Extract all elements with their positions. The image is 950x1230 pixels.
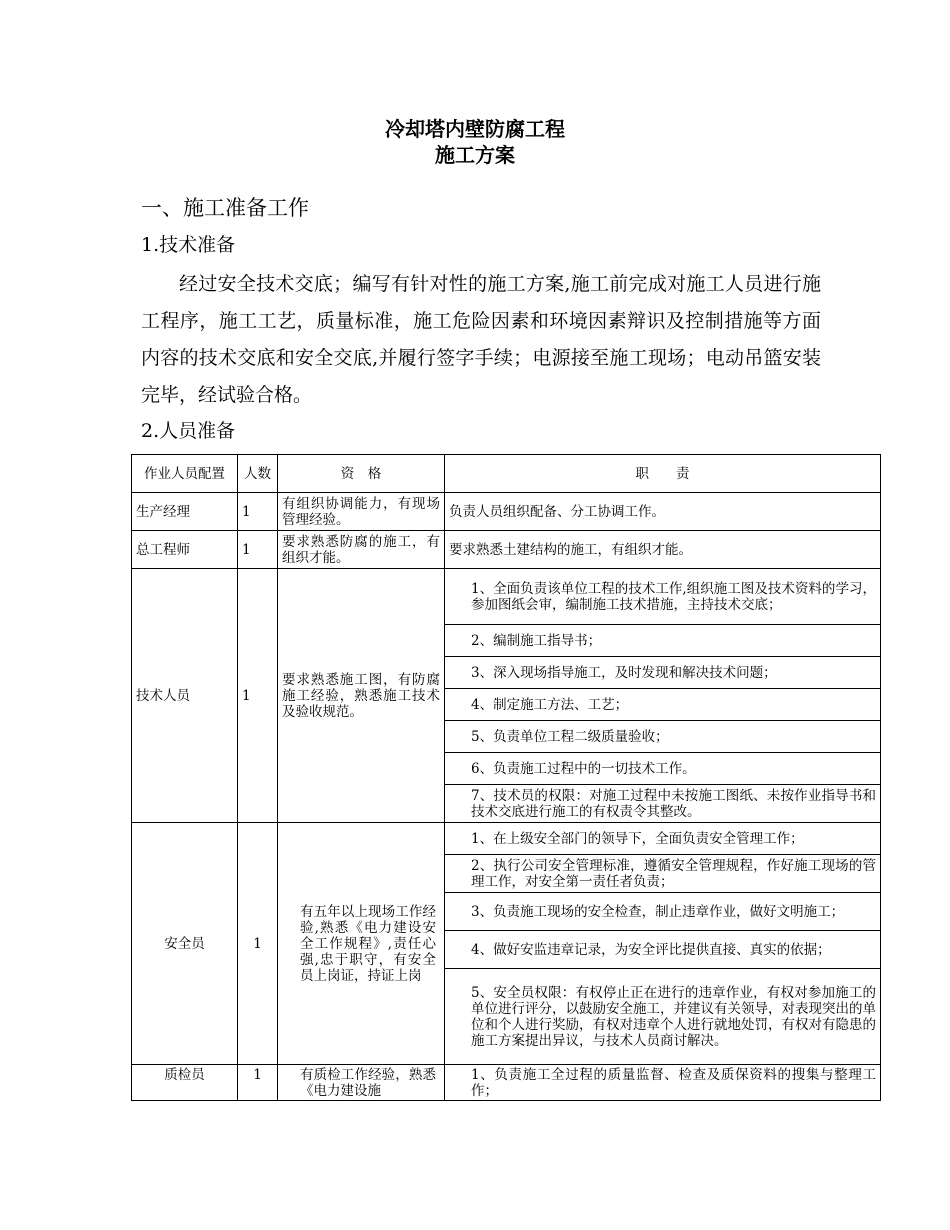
row-role: 质检员 bbox=[132, 1065, 238, 1101]
table-row bbox=[132, 493, 881, 531]
row-duty: 4、制定施工方法、工艺； bbox=[445, 689, 881, 721]
table-header-row bbox=[132, 455, 881, 493]
row-duty: 7、技术员的权限：对施工过程中未按施工图纸、未按作业指导书和技术交底进行施工的有权责令其整改。 bbox=[445, 785, 881, 823]
header-duty: 职 责 bbox=[445, 455, 881, 493]
document-title: 冷却塔内壁防腐工程 bbox=[385, 117, 565, 141]
staff-table bbox=[131, 454, 881, 1101]
subsection-heading-tech: 1.技术准备 bbox=[141, 234, 236, 256]
row-duty: 4、做好安监违章记录，为安全评比提供直接、真实的依据； bbox=[445, 931, 881, 969]
table-row bbox=[132, 569, 881, 625]
table-row bbox=[132, 1065, 881, 1101]
header-role: 作业人员配置 bbox=[132, 455, 238, 493]
row-duty: 6、负责施工过程中的一切技术工作。 bbox=[445, 753, 881, 785]
row-duty: 2、编制施工指导书； bbox=[445, 625, 881, 657]
table-row bbox=[132, 823, 881, 855]
row-duty: 5、负责单位工程二级质量验收； bbox=[445, 721, 881, 753]
table-row bbox=[132, 531, 881, 569]
row-role: 安全员 bbox=[132, 823, 238, 1065]
row-qualification: 要求熟悉防腐的施工，有组织才能。 bbox=[278, 531, 445, 569]
section-heading: 一、施工准备工作 bbox=[141, 196, 309, 220]
row-qualification: 有组织协调能力，有现场管理经验。 bbox=[278, 493, 445, 531]
header-count: 人数 bbox=[238, 455, 278, 493]
document-subtitle: 施工方案 bbox=[435, 143, 515, 167]
row-duty: 3、深入现场指导施工，及时发现和解决技术问题； bbox=[445, 657, 881, 689]
row-role: 总工程师 bbox=[132, 531, 238, 569]
row-count: 1 bbox=[238, 823, 278, 1065]
row-qualification: 要求熟悉施工图，有防腐施工经验，熟悉施工技术及验收规范。 bbox=[278, 569, 445, 823]
row-count: 1 bbox=[238, 1065, 278, 1101]
row-qualification: 有质检工作经验，熟悉《电力建设施 bbox=[278, 1065, 445, 1101]
row-duty: 1、负责施工全过程的质量监督、检查及质保资料的搜集与整理工作； bbox=[445, 1065, 881, 1101]
row-role: 技术人员 bbox=[132, 569, 238, 823]
row-count: 1 bbox=[238, 531, 278, 569]
row-duty: 5、安全员权限：有权停止正在进行的违章作业，有权对参加施工的单位进行评分，以鼓励安全施工，并建议有关领导，对表现突出的单位和个人进行奖励，有权对违章个人进行就地处罚，有权对有隐患的施工方案提出异议，与技术人员商讨解决。 bbox=[445, 969, 881, 1065]
row-duty: 负责人员组织配备、分工协调工作。 bbox=[445, 493, 881, 531]
row-count: 1 bbox=[238, 569, 278, 823]
row-duty: 1、全面负责该单位工程的技术工作,组织施工图及技术资料的学习，参加图纸会审，编制施工技术措施，主持技术交底； bbox=[445, 569, 881, 625]
row-qualification: 有五年以上现场工作经验,熟悉《电力建设安全工作规程》,责任心强,忠于职守，有安全员上岗证，持证上岗 bbox=[278, 823, 445, 1065]
header-qualification: 资 格 bbox=[278, 455, 445, 493]
row-duty: 1、在上级安全部门的领导下，全面负责安全管理工作； bbox=[445, 823, 881, 855]
row-count: 1 bbox=[238, 493, 278, 531]
row-duty: 要求熟悉土建结构的施工，有组织才能。 bbox=[445, 531, 881, 569]
row-role: 生产经理 bbox=[132, 493, 238, 531]
row-duty: 2、执行公司安全管理标准，遵循安全管理规程，作好施工现场的管理工作，对安全第一责任者负责； bbox=[445, 855, 881, 893]
paragraph-tech-prep: 经过安全技术交底；编写有针对性的施工方案,施工前完成对施工人员进行施工程序，施工工艺，质量标准，施工危险因素和环境因素辩识及控制措施等方面内容的技术交底和安全交底,并履行签字手续；电源接至施工现场；电动吊篮安装完毕，经试验合格。 bbox=[141, 273, 821, 406]
row-duty: 3、负责施工现场的安全检查，制止违章作业，做好文明施工； bbox=[445, 893, 881, 931]
subsection-heading-staff: 2.人员准备 bbox=[141, 420, 236, 442]
